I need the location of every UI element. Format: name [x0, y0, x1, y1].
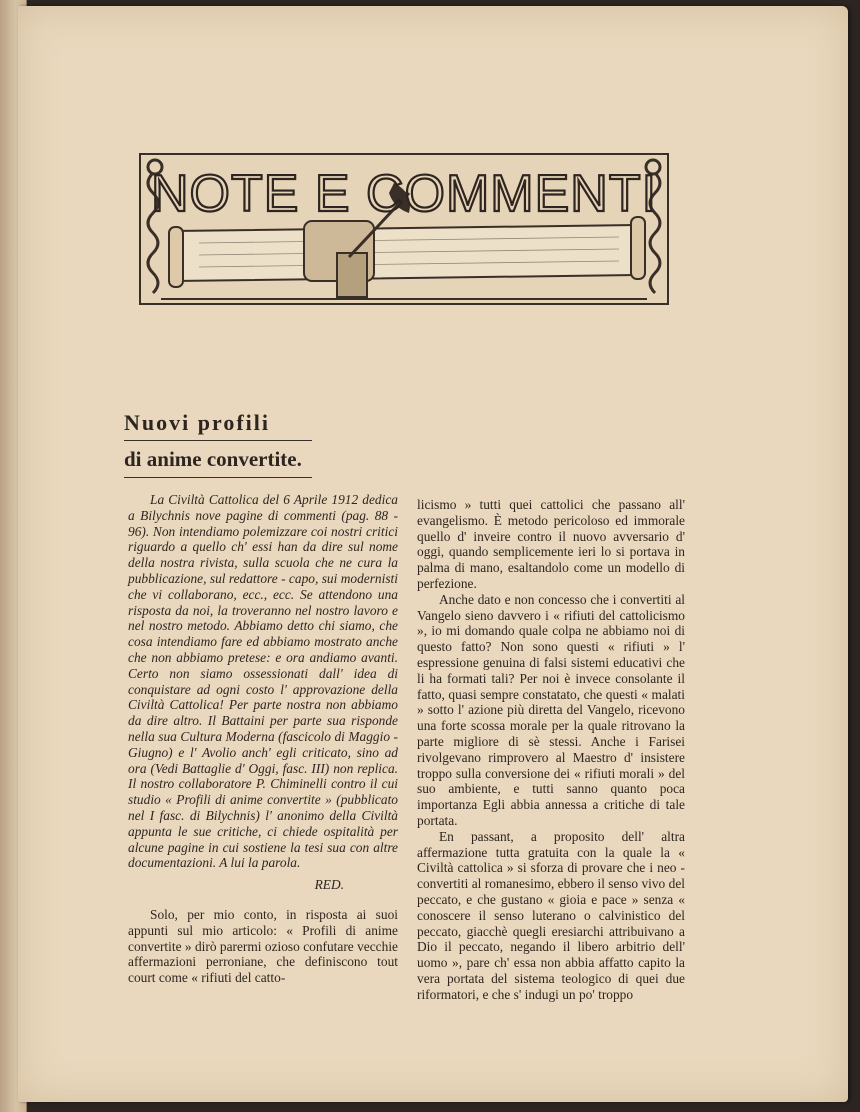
- body-paragraph-3: En passant, a proposito dell' altra affermazione tutta gratuita con la quale la « Civiltà cattolica » si sforza di provare che i neo - convertiti al romanesimo, ebbero il senso vivo del peccato, e che gustano « gioia e pace » senza « conoscere il senso luterano o calvinistico del peccato, giacchè quegli eresiarchi attribuivano a Dio il peccato, negando il libero arbitrio dell' uomo », pare ch' essa non abbia affatto capito la vera portata del sistema teologico di quei due riformatori, e che s' indugi un po' troppo: [417, 828, 685, 1002]
- body-paragraph-2: Anche dato e non concesso che i convertiti al Vangelo sieno davvero i « rifiuti del cattolicismo », io mi domando quale colpa ne abbiamo noi di questo fatto? Non sono questi « rifiuti » l' espressione genuina di falsi sistemi educativi che li ha formati tali? Per noi è invece consolante il fatto, quasi sempre constatato, che questi « malati » sotto l' azione più diretta del Vangelo, ricevono una forte scossa morale per la quale ritrovano la parte migliore di sè stessi. Anche i Farisei rivolgevano rimprovero al Maestro d' insistere troppo sulla conversione dei « rifiuti morali » del suo ambiente, e tutti sanno quanto poca importanza Egli abbia annessa a critiche di tale portata.: [417, 591, 685, 828]
- article-title: [124, 410, 314, 478]
- header-title-art: NOTE E COMMENTI: [150, 165, 658, 223]
- right-column: [417, 497, 685, 1003]
- note-e-commenti-header-art: [139, 153, 669, 305]
- editor-signature: RED.: [314, 877, 344, 893]
- body-paragraph-1: Solo, per mio conto, in risposta ai suoi appunti sul mio articolo: « Profili di anime convertite » dirò parermi ozioso confutare vecchie affermazioni perroniane, che definiscono tout court come « rifiuti del catto-: [128, 906, 398, 986]
- article-title-line1: Nuovi profili: [124, 410, 312, 441]
- article-title-line2: di anime convertite.: [124, 447, 312, 478]
- body-paragraph-1-continued: licismo » tutti quei cattolici che passano all' evangelismo. È metodo pericoloso ed immorale quello d' inveire contro il nuovo avversario d' oggi, quando semplicemente ieri lo si portava in palma di mano, esaltandolo come un modello di perfezione.: [417, 497, 685, 591]
- left-column: [128, 492, 398, 986]
- editorial-intro: La Civiltà Cattolica del 6 Aprile 1912 dedica a Bilychnis nove pagine di commenti (pag. 88 - 96). Non intendiamo polemizzare coi nostri critici riguardo a quello ch' essi han da dire sul nome della nostra rivista, sulla scuola che ne cura la pubblicazione, sul redattore - capo, sui modernisti che vi collaborano, ecc., ecc. Se attendono una risposta da noi, la troveranno nel nostro lavoro e nel nostro metodo. Abbiamo detto chi siamo, che cosa intendiamo fare ed abbiamo mostrato anche che non abbiamo pretese: e ora andiamo avanti. Certo non siamo ossessionati dall' idea di conquistare ad ogni costo l' approvazione della Civiltà Cattolica! Per parte nostra non abbiamo da dire altro. Il Battaini per parte sua risponde nella sua Cultura Moderna (fascicolo di Maggio - Giugno) e l' Avolio anch' egli criticato, sino ad ora (Vedi Battaglie d' Oggi, fasc. III) non replica. Il nostro collaboratore P. Chiminelli contro il cui studio « Profili di anime convertite » (pubblicato nel I fasc. di Bilychnis) l' anonimo della Civiltà appunta le sue critiche, ci chiede ospitalità per alcune pagine in cui sostiene la tesi sua con altre documentazioni. A lui la parola.: [128, 492, 398, 871]
